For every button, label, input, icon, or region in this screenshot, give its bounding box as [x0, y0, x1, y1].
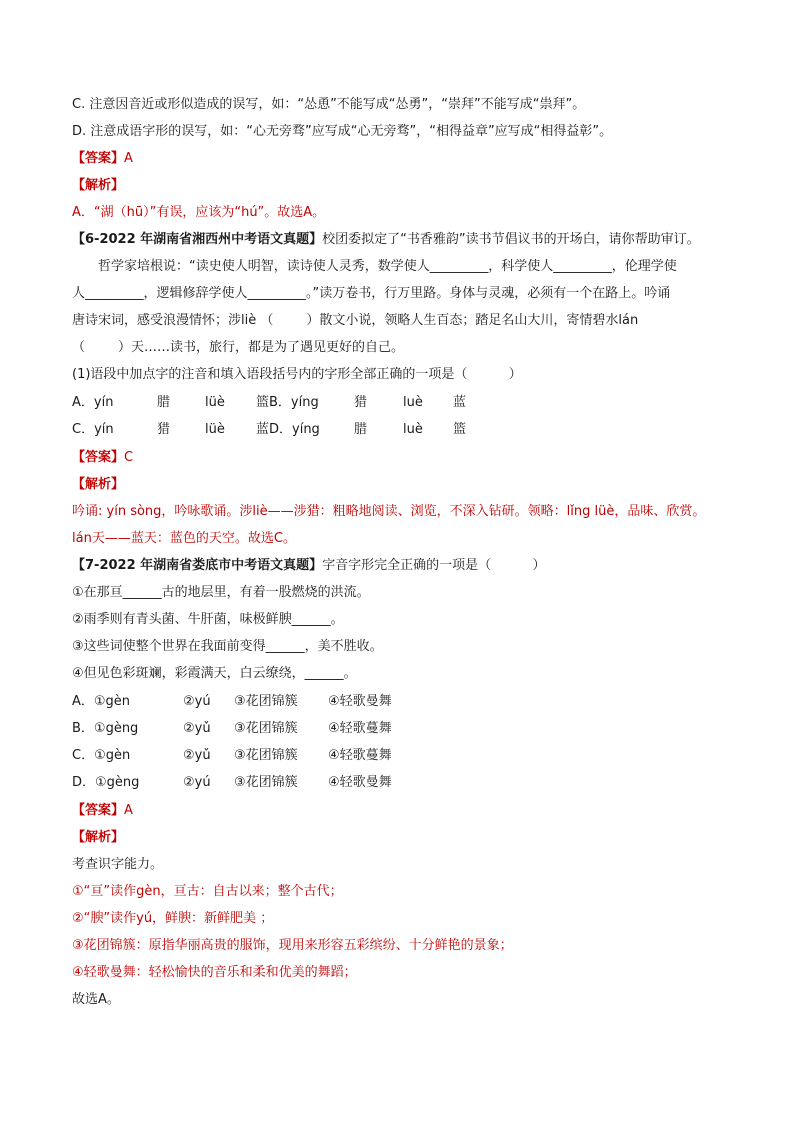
analysis-label-1: 【解析】: [72, 178, 125, 193]
q7-option-c-part4: ④轻歌蔓舞: [328, 748, 392, 763]
q7-option-a-part4: ④轻歌曼舞: [328, 694, 392, 709]
analysis-label-3: 【解析】: [72, 830, 125, 845]
q7-option-a-part3: ③花团锦簇: [234, 694, 298, 709]
q6-option-d-pinyin: luè: [403, 422, 423, 437]
answer-value: A: [124, 803, 133, 818]
q6-option-a[interactable]: A．yín: [72, 395, 114, 410]
analysis-3-intro: 考查识字能力。: [72, 857, 164, 872]
q6-paragraph-line-4: （ ）天……读书，旅行，都是为了遇见更好的自己。: [72, 340, 405, 355]
q7-option-d-part4: ④轻歌曼舞: [328, 775, 392, 790]
q6-paragraph-line-3: 唐诗宋词，感受浪漫情怀；涉liè （ ）散文小说，领略人生百态；踏足名山大川，寄情碧水lán: [72, 313, 639, 328]
q7-option-c-part3: ③花团锦簇: [234, 748, 298, 763]
q7-option-c-label: C．①gèn: [72, 748, 131, 763]
analysis-3-line-3: ③花团锦簇：原指华丽高贵的服饰，现用来形容五彩缤纷、十分鲜艳的景象；: [72, 938, 513, 953]
q6-option-b-pinyin: luè: [403, 395, 423, 410]
analysis-2-line-2: lán天——蓝天：蓝色的天空。故选C。: [72, 531, 296, 546]
q7-option-d-label: D．①gèng: [72, 775, 140, 790]
q6-option-d-char: 腊: [354, 422, 368, 437]
q6-option-b-char2: 蓝: [453, 395, 467, 410]
analysis-3-line-4: ④轻歌曼舞：轻松愉快的音乐和柔和优美的舞蹈；: [72, 965, 357, 980]
answer-label: 【答案】: [72, 151, 125, 166]
q7-sentence-2: ②雨季则有青头菌、牛肝菌，味极鲜腴______。: [72, 612, 344, 627]
q6-option-c[interactable]: C．yín: [72, 422, 114, 437]
answer-2: [72, 449, 133, 467]
q7-sentence-4: ④但见色彩斑斓，彩霞满天，白云缭绕，______。: [72, 666, 357, 681]
q6-subquestion: (1)语段中加点字的注音和填入语段括号内的字形全部正确的一项是（ ）: [72, 367, 522, 382]
q6-option-d-char2: 篮: [453, 422, 467, 437]
q6-option-a-char: 腊: [157, 395, 171, 410]
analysis-label-2: 【解析】: [72, 477, 125, 492]
q7-option-d-part3: ③花团锦簇: [234, 775, 298, 790]
question-7-source: 【7-2022 年湖南省娄底市中考语文真题】: [72, 558, 323, 573]
q7-option-a-part2: ②yú: [183, 694, 211, 709]
q7-option-b-label: B．①gèng: [72, 721, 139, 736]
q7-sentence-1: ①在那亘______古的地层里，有着一股燃烧的洪流。: [72, 585, 370, 600]
question-6-stem: 校团委拟定了“书香雅韵”读书节倡议书的开场白，请你帮助审订。: [322, 232, 700, 247]
q7-option-b-part4: ④轻歌蔓舞: [328, 721, 392, 736]
q7-option-b-part3: ③花团锦簇: [234, 721, 298, 736]
analysis-3-conclusion: 故选A。: [72, 992, 120, 1007]
q6-option-c-pinyin: lüè: [205, 422, 225, 437]
question-6-source: 【6-2022 年湖南省湘西州中考语文真题】: [72, 232, 323, 247]
question-7-stem: 字音字形完全正确的一项是（ ）: [322, 558, 546, 573]
answer-label: 【答案】: [72, 450, 125, 465]
analysis-3-line-2: ②“腴”读作yú，鲜腴：新鲜肥美 ；: [72, 911, 274, 926]
q6-paragraph-line-1: 哲学家培根说：“读史使人明智，读诗使人灵秀，数学使人_________，科学使人_________，伦理学使: [98, 259, 677, 274]
q7-option-a-label: A．①gèn: [72, 694, 131, 709]
q6-option-b-char: 猎: [354, 395, 368, 410]
q6-option-a-pinyin: lüè: [205, 395, 225, 410]
question-7-header: [72, 557, 545, 575]
answer-value: A: [124, 151, 133, 166]
question-6-header: [72, 231, 700, 249]
q6-option-d[interactable]: 蓝D．yíng: [256, 422, 320, 437]
q7-option-d-part2: ②yú: [183, 775, 211, 790]
answer-value: C: [124, 450, 134, 465]
q6-paragraph-line-2: 人_________，逻辑修辞学使人_________。”读万卷书，行万里路。身体与灵魂，必须有一个在路上。吟诵: [72, 286, 671, 301]
analysis-2-line-1: 吟诵: yín sòng，吟咏歌诵。涉liè——涉猎：粗略地阅读、浏览，不深入钻研。领略：lǐng lüè，品味、欣赏。: [72, 504, 706, 519]
answer-3: [72, 802, 133, 820]
q6-option-b[interactable]: 篮B．yíng: [256, 395, 319, 410]
q7-option-b-part2: ②yǔ: [183, 721, 211, 736]
analysis-3-line-1: ①“亘”读作gèn，亘古：自古以来；整个古代；: [72, 884, 343, 899]
q6-option-c-char: 猎: [157, 422, 171, 437]
q7-sentence-3: ③这些词使整个世界在我面前变得______，美不胜收。: [72, 639, 383, 654]
prev-option-d: D. 注意成语字形的误写，如：“心无旁骛”应写成“心无旁骛”，“相得益章”应写成“相得益彰”。: [72, 124, 613, 139]
answer-1: [72, 150, 133, 168]
q7-option-c-part2: ②yǔ: [183, 748, 211, 763]
analysis-1: A．“湖（hū）”有误，应该为“hú”。故选A。: [72, 205, 326, 220]
prev-option-c: C. 注意因音近或形似造成的误写，如：“怂恿”不能写成“怂勇”，“崇拜”不能写成“祟拜”。: [72, 97, 586, 112]
answer-label: 【答案】: [72, 803, 125, 818]
